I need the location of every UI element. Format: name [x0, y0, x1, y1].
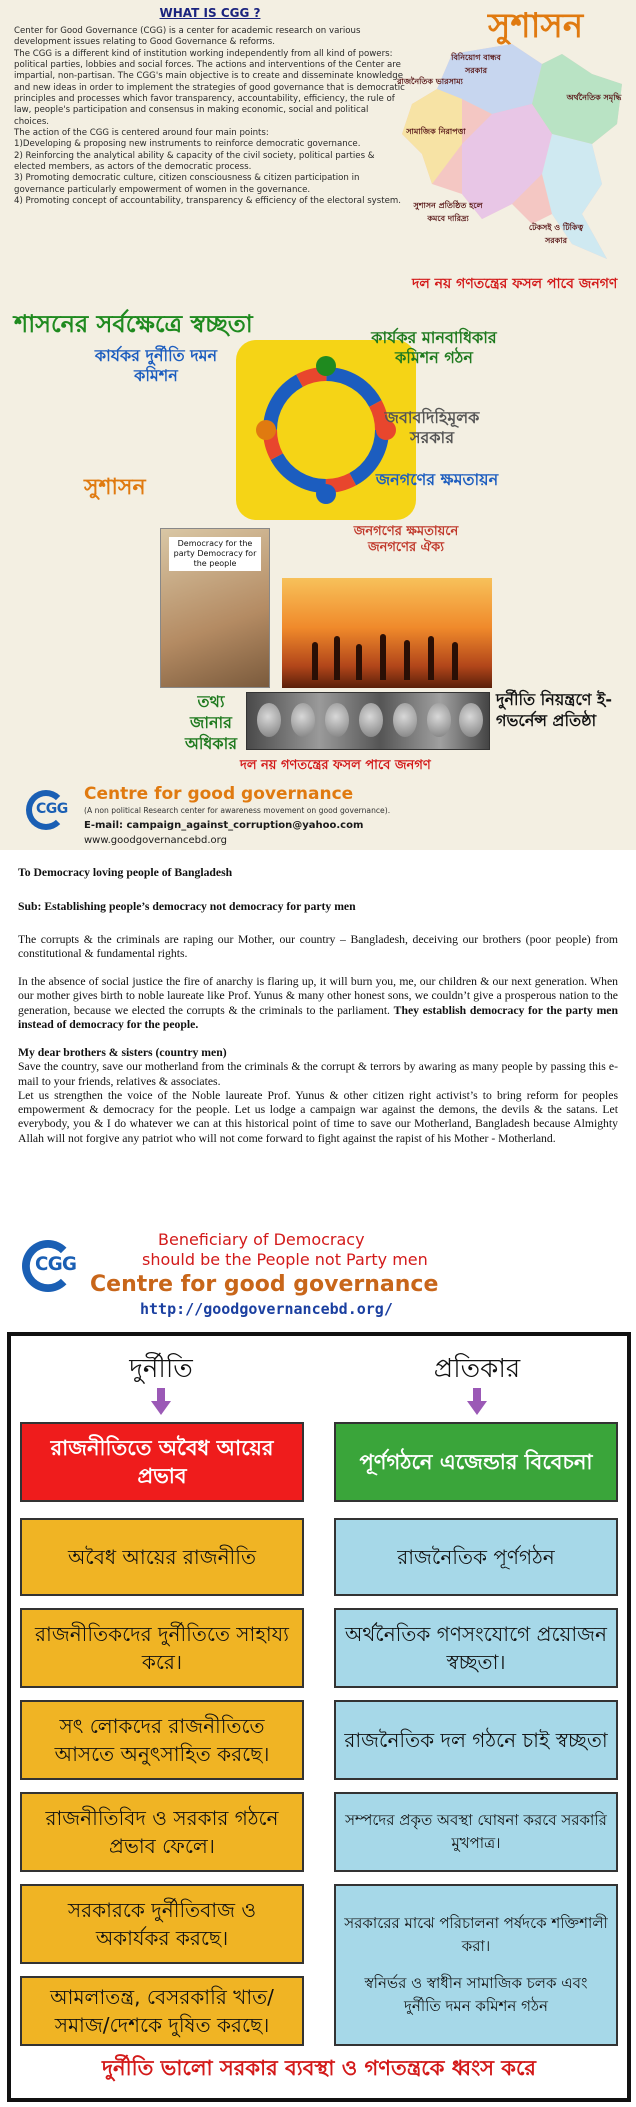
banner-url-link[interactable]: http://goodgovernancebd.org/ — [140, 1300, 393, 1318]
remedy-item-combined — [334, 1884, 618, 2046]
remedy-item: সম্পদের প্রকৃত অবস্থা ঘোষনা করবে সরকারি মুখপাত্র। — [334, 1792, 618, 1872]
poster-org-subtitle: (A non political Research center for awareness movement on good governance). — [84, 806, 391, 815]
corruption-item: অবৈধ আয়ের রাজনীতি — [20, 1518, 304, 1596]
remedy-header-box: পূর্ণগঠনে এজেন্ডার বিবেচনা — [334, 1422, 618, 1502]
cgg-paragraph: Center for Good Governance (CGG) is a center for academic research on various development issues relating to Good Governance & reforms. — [14, 25, 361, 48]
cgg-paragraph: 1)Developing & proposing new instruments to reinforce democratic governance. — [14, 139, 361, 150]
arrow-down-icon — [151, 1388, 171, 1416]
letter-bold-statement: They establish democracy for the party men instead of democracy for the people. — [18, 1003, 618, 1031]
compare-footer-slogan: দুর্নীতি ভালো সরকার ব্যবস্থা ও গণতন্ত্রকে ধ্বংস করে — [102, 2056, 536, 2080]
faces-photo — [246, 692, 490, 750]
poster-org-name: Centre for good governance — [84, 784, 354, 804]
map-label-bottom: টেকসই ও টিকিত্ব সরকার — [528, 223, 584, 245]
slogan-bottom: দল নয় গণতন্ত্রের ফসল পাবে জনগণ — [240, 758, 431, 773]
corruption-item: রাজনীতিবিদ ও সরকার গঠনে প্রভাব ফেলে। — [20, 1792, 304, 1872]
cgg-paragraph: The CGG is a different kind of institution working independently from all kind of powers: political parties, lobbies and social forces. The actions and interventions of the Center are impartial, non-partisan. The CGG's main objective is to create and disseminate knowledge and new ideas in order to implement the strategies of good governance that is democratic principles and processes which favor transparency, accountability, efficiency, the rule of law, people's participation and consensus in making economic, social and political choices. — [14, 48, 405, 127]
letter-subject: Sub: Establishing people’s democracy not democracy for party men — [18, 900, 356, 914]
cgg-paragraph: 3) Promoting democratic culture, citizen consciousness & citizen participation in governance particularly empowerment of women in the governance. — [14, 173, 360, 195]
map-label-right: অর্থনৈতিক সমৃদ্ধি — [566, 93, 622, 102]
remedy-item: রাজনৈতিক পূর্ণগঠন — [334, 1518, 618, 1596]
corruption-item: আমলাতন্ত্র, বেসরকারি খাত/ সমাজ/দেশকে দুষিত করছে। — [20, 1976, 304, 2046]
label-unity: জনগণের ক্ষমতায়নে জনগণের ঐক্য — [353, 524, 459, 556]
cgg-paragraph: 2) Reinforcing the analytical ability & capacity of the civil society, political parties & elected members, as actors of the democratic process. — [14, 150, 375, 172]
cgg-logo-icon: CGG — [26, 790, 74, 830]
map-label-left: রাজনৈতিক ভারসাম্য — [397, 77, 463, 86]
poster-email[interactable]: E-mail: campaign_against_corruption@yahoo.com — [84, 820, 364, 831]
corruption-item: রাজনীতিকদের দুর্নীতিতে সাহায্য করে। — [20, 1608, 304, 1688]
appeal-letter — [18, 866, 618, 1160]
brand-title: সুশাসন — [488, 6, 584, 46]
map-label-top: বিনিয়োগ বান্ধব সরকার — [451, 53, 501, 75]
cgg-logo-icon: CGG — [22, 1240, 84, 1292]
remedy-item-line: স্বনির্ভর ও স্বাধীন সামাজিক চলক এবং দুর্নীতি দমন কমিশন গঠন — [364, 1974, 588, 2016]
corruption-item: সরকারকে দুর্নীতিবাজ ও অকার্যকর করছে। — [20, 1884, 304, 1964]
label-egov: দুর্নীতি নিয়ন্ত্রণে ই-গভর্নেন্স প্রতিষ্ঠা — [496, 690, 612, 730]
map-label-bottom-left: সুশাসন প্রতিষ্ঠিত হলে কমবে দারিদ্র্য — [413, 201, 483, 223]
letter-greeting: To Democracy loving people of Bangladesh — [18, 866, 233, 879]
cgg-paragraph: The action of the CGG is centered around four main points: — [14, 127, 269, 138]
cgg-banner — [0, 1226, 636, 1328]
arrow-down-icon — [467, 1388, 487, 1416]
board-text: Democracy for the party Democracy for the people — [169, 537, 261, 571]
label-human-rights: কার্যকর মানবাধিকার কমিশন গঠন — [371, 328, 497, 367]
poster-website-link[interactable]: www.goodgovernancebd.org — [84, 835, 227, 846]
banner-line-1: Beneficiary of Democracy — [158, 1230, 365, 1249]
letter-paragraph: Let us strengthen the voice of the Noble laureate Prof. Yunus & other citizen right activist’s to bring reform for peoples empowerment & democracy for the people. Let us lodge a campaign war against the demons, the devils & the satans. Let everybody, you & I do whatever we can at this historical point of time to save our Motherland, Bangladesh because Almighty Allah will not forgive any patriot who will not come forward to fight against the rapist of his Mother - Motherland. — [18, 1088, 618, 1145]
what-is-cgg-text — [14, 6, 406, 207]
letter-paragraph: In the absence of social justice the fire of anarchy is flaring up, it will burn you, me, our children & our next generation. When our mother gives birth to noble laureate like Prof. Yunus & many other honest sons, we couldn’t give a prosperous nation to the generation, because we elected the corrupts & the criminals to the parliament. They establish democracy for the party men instead of democracy for the people. — [18, 975, 618, 1031]
banner-line-2: should be the People not Party men — [142, 1250, 428, 1269]
banner-org-name: Centre for good governance — [90, 1272, 439, 1297]
label-susashon: সুশাসন — [84, 475, 146, 500]
cgg-paragraph: 4) Promoting concept of accountability, transparency & efficiency of the electoral system. — [14, 195, 401, 206]
label-right-to-info: তথ্য জানার অধিকার — [184, 692, 238, 753]
corruption-header-box: রাজনীতিতে অবৈধ আয়ের প্রভাব — [20, 1422, 304, 1502]
slogan-top: দল নয় গণতন্ত্রের ফসল পাবে জনগণ — [412, 276, 618, 292]
child-chalkboard-photo — [160, 528, 270, 688]
letter-brothers-heading: My dear brothers & sisters (country men) — [18, 1046, 227, 1060]
letter-paragraph: Save the country, save our motherland from the criminals & the corrupt & terrors by awaring as many people by passing this e-mail to your friends, relatives & associates. — [18, 1060, 618, 1088]
label-accountable: জবাবদিহিমূলক সরকার — [384, 408, 480, 447]
label-anti-corruption: কার্যকর দুর্নীতি দমন কমিশন — [94, 346, 218, 385]
column-heading-corruption: দুর্নীতি — [129, 1354, 193, 1384]
remedy-item: অর্থনৈতিক গণসংযোগে প্রয়োজন স্বচ্ছতা। — [334, 1608, 618, 1688]
remedy-item-line: সরকারের মাঝে পরিচালনা পর্ষদকে শক্তিশালী করা। — [344, 1913, 608, 1955]
letter-paragraph: The corrupts & the criminals are raping our Mother, our country – Bangladesh, deceiving our brothers (poor people) from constitutional & fundamental rights. — [18, 932, 618, 960]
corruption-remedy-table — [7, 1332, 631, 2102]
column-heading-remedy: প্রতিকার — [433, 1354, 521, 1384]
corruption-item: সৎ লোকদের রাজনীতিতে আসতে অনুৎসাহিত করছে। — [20, 1700, 304, 1780]
cgg-title: WHAT IS CGG ? — [159, 6, 261, 20]
transparency-heading: শাসনের সর্বক্ষেত্রে স্বচ্ছতা — [14, 310, 253, 338]
remedy-item: রাজনৈতিক দল গঠনে চাই স্বচ্ছতা — [334, 1700, 618, 1780]
cgg-poster — [0, 0, 636, 850]
sunset-crowd-photo — [282, 578, 492, 688]
map-label-mid-left: সামাজিক নিরাপত্তা — [406, 127, 466, 136]
label-empowerment: জনগণের ক্ষমতায়ন — [375, 470, 499, 489]
